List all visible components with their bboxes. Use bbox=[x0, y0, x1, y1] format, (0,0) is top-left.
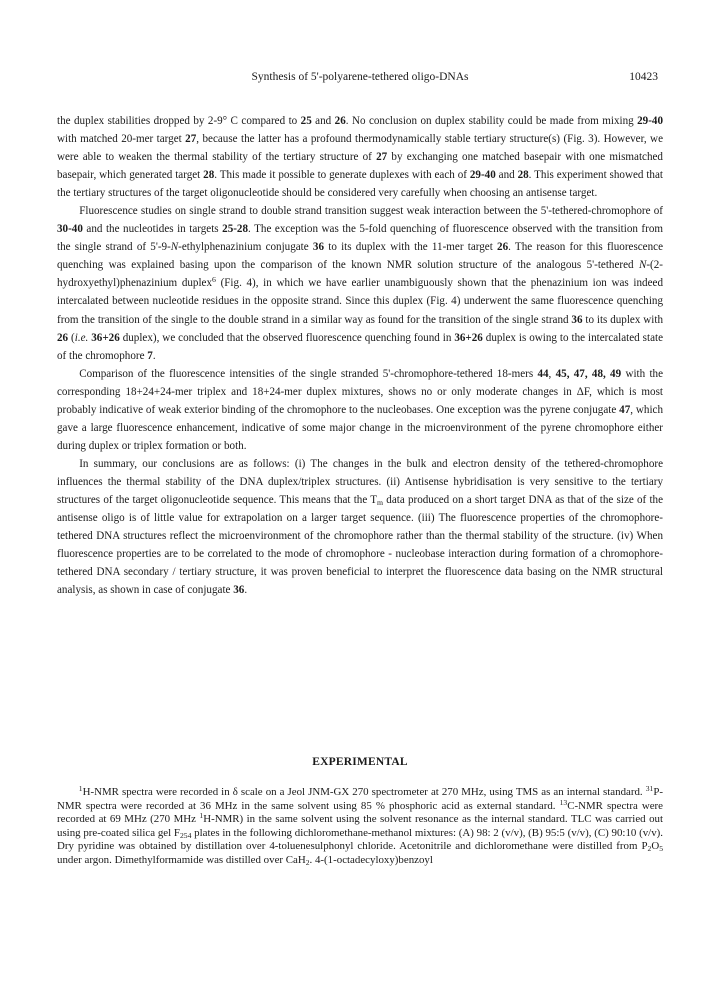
compound-ref: 30-40 bbox=[57, 223, 83, 236]
compound-ref: 25-28 bbox=[222, 223, 249, 236]
compound-ref: 36 bbox=[233, 584, 245, 597]
compound-ref: 47 bbox=[619, 403, 631, 416]
compound-ref: 28 bbox=[203, 169, 215, 182]
compound-ref: 25 bbox=[300, 115, 312, 127]
page-number: 10423 bbox=[629, 71, 658, 83]
paragraph-fluorescence-studies: Fluorescence studies on single strand to double strand transition suggest weak interaction between the 5'-tethered-chromophore of 30-40 and the nucleotides in targets 25-28. The exception was the 5-fold quenching of fluorescence observed with the transition from the single strand of 5'-9-N-ethylphenazinium conjugate 36 to its duplex with the 11-mer target 26. The reason for this fluorescence quenching was explained basing upon the comparison of the known NMR solution structure of the analogous 5'-tethered N-(2-hydroxyethyl)phenazinium duplex$^6$ (Fig. 4), in which we have earlier unambiguously shown that the phenazinium ion was indeed intercalated between nucleotide residues in the opposite strand. Since this duplex (Fig. 4) underwent the same fluorescence quenching from the transition of the single to the double strand in a similar way as found for the transition of the single strand 36 to its duplex with 26 (i.e. 36+26 duplex), we concluded that the observed fluorescence quenching found in 36+26 duplex is owing to the intercalated state of the chromophore 7. bbox=[57, 205, 664, 362]
compound-ref: 36+26 bbox=[91, 331, 120, 344]
compound-ref: 27 bbox=[185, 133, 197, 146]
compound-ref: 26 bbox=[57, 331, 69, 344]
compound-ref: 26 bbox=[497, 241, 509, 254]
compound-ref: 26 bbox=[334, 115, 346, 127]
compound-ref: 29-40 bbox=[469, 169, 496, 182]
compound-ref: 36 bbox=[312, 241, 325, 254]
compound-ref: 28 bbox=[517, 169, 529, 182]
compound-ref: 29-40 bbox=[637, 115, 663, 127]
article-body bbox=[57, 112, 663, 599]
compound-ref: 45, 47, 48, 49 bbox=[555, 367, 622, 380]
compound-ref: 7 bbox=[147, 349, 153, 362]
compound-ref: 27 bbox=[376, 151, 388, 164]
experimental-body bbox=[57, 786, 663, 868]
section-heading-experimental: EXPERIMENTAL bbox=[312, 756, 408, 768]
running-title: Synthesis of 5'-polyarene-tethered oligo-DNAs bbox=[251, 71, 469, 83]
paragraph-summary: In summary, our conclusions are as follows: (i) The changes in the bulk and electron density of the tethered-chromophore influences the thermal stability of the DNA duplex/triplex structures. (ii) Antisense hybridisation is very sensitive to the tertiary structures of the target oligonucleotide sequence. This means that the $T_m$ data produced on a short target DNA as that of the size of the antisense oligo is of little value for extrapolation on a larger target sequence. (iii) The fluorescence properties of the chromophore-tethered DNA structures reflect the microenvironment of the chromophore rather than the thermal stability of the structure. (iv) When fluorescence properties are to be correlated to the mode of chromophore - nucleobase interaction during formation of a chromophore-tethered DNA secondary / tertiary structure, it was proven beneficial to interpret the fluorescence data basing on the NMR structural analysis, as shown in case of conjugate 36. bbox=[57, 457, 663, 597]
reference-superscript: 6 bbox=[212, 275, 216, 285]
compound-ref: 44 bbox=[537, 367, 549, 380]
paragraph-fluorescence-comparison: Comparison of the fluorescence intensities of the single stranded 5'-chromophore-tethered 18-mers 44, 45, 47, 48, 49 with the corresponding 18+24+24-mer triplex and 18+24-mer duplex mixtures, shows no or only moderate changes in ΔF, which is most probably indicative of weak exterior binding of the chromophore to the nucleobases. One exception was the pyrene conjugate 47, which gave a large fluorescence enhancement, indicative of some major change in the microenvironment of the pyrene chromophore either during duplex or triplex formation or both. bbox=[57, 367, 664, 452]
compound-ref: 36 bbox=[571, 313, 583, 326]
paragraph-duplex-stability: the duplex stabilities dropped by 2-9° C compared to 25 and 26. No conclusion on duplex stability could be made from mixing 29-40 with matched 20-mer target 27, because the latter has a profound thermodynamically stable tertiary structure(s) (Fig. 3). However, we were able to weaken the thermal stability of the tertiary structure of 27 by exchanging one matched basepair with one mismatched basepair, which generated target 28. This made it possible to generate duplexes with each of 29-40 and 28. This experiment showed that the tertiary structures of the target oligonucleotide should be considered very carefully when choosing an antisense target. bbox=[57, 115, 663, 200]
compound-ref: 36+26 bbox=[454, 331, 483, 344]
paragraph-experimental: $^1$H-NMR spectra were recorded in δ scale on a Jeol JNM-GX 270 spectrometer at 270 MHz, using TMS as an internal standard. $^{31}$P-NMR spectra were recorded at 36 MHz in the same solvent using 85 % phosphoric acid as external standard. $^{13}$C-NMR spectra were recorded at 69 MHz (270 MHz $^1$H-NMR) in the same solvent using the solvent resonance as the internal standard. TLC was carried out using pre-coated silica gel $F_{254}$ plates in the following dichloromethane-methanol mixtures: (A) 98: 2 (v/v), (B) 95:5 (v/v), (C) 90:10 (v/v). Dry pyridine was obtained by distillation over 4-toluenesulphonyl chloride. Acetonitrile and dichloromethane were distilled from $P_2O_5$ under argon. Dimethylformamide was distilled over CaH$_2$. 4-(1-octadecyloxy)benzoyl bbox=[57, 784, 663, 867]
